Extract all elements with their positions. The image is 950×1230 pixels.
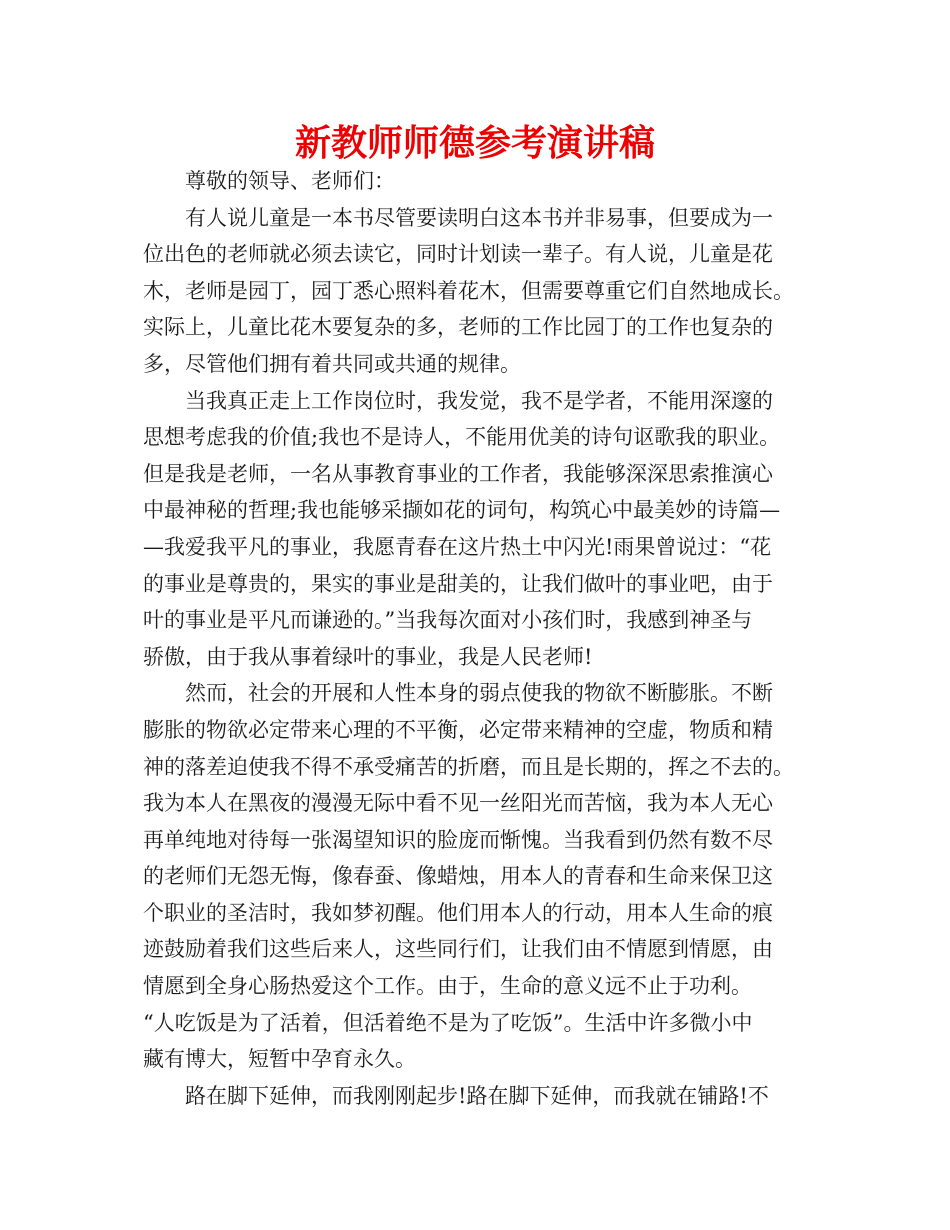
document-title: 新教师师德参考演讲稿	[294, 123, 655, 164]
text-line: 神的落差迫使我不得不承受痛苦的折磨，而且是长期的，挥之不去的。	[143, 754, 794, 779]
text-line: 但是我是老师，一名从事教育事业的工作者，我能够深深思索推演心	[143, 461, 773, 486]
text-line: 迹鼓励着我们这些后来人，这些同行们，让我们由不情愿到情愿，由	[143, 937, 773, 962]
text-line: 再单纯地对待每一张渴望知识的脸庞而惭愧。当我看到仍然有数不尽	[143, 827, 773, 852]
text-line: 膨胀的物欲必定带来心理的不平衡，必定带来精神的空虚，物质和精	[143, 717, 773, 742]
text-line: 然而，社会的开展和人性本身的弱点使我的物欲不断膨胀。不断	[185, 681, 773, 706]
text-line: 藏有博大，短暂中孕育永久。	[143, 1047, 416, 1072]
text-line: 我为本人在黑夜的漫漫无际中看不见一丝阳光而苦恼，我为本人无心	[143, 791, 773, 816]
text-line: 思想考虑我的价值;我也不是诗人，不能用优美的诗句讴歌我的职业。	[143, 425, 781, 450]
text-line: 骄傲，由于我从事着绿叶的事业，我是人民老师!	[143, 644, 593, 669]
text-line: 的事业是尊贵的，果实的事业是甜美的，让我们做叶的事业吧，由于	[143, 571, 773, 596]
text-line: 尊敬的领导、老师们：	[185, 169, 395, 193]
text-line: “人吃饭是为了活着，但活着绝不是为了吃饭”。生活中许多微小中	[143, 1010, 753, 1035]
text-line: 路在脚下延伸，而我刚刚起步!路在脚下延伸，而我就在铺路!不	[185, 1083, 769, 1108]
text-line: 叶的事业是平凡而谦逊的。”当我每次面对小孩们时，我感到神圣与	[143, 608, 753, 633]
text-line: 位出色的老师就必须去读它，同时计划读一辈子。有人说，儿童是花	[143, 242, 773, 267]
text-line: 木，老师是园丁，园丁悉心照料着花木，但需要尊重它们自然地成长。	[143, 278, 794, 303]
text-line: 的老师们无怨无悔，像春蚕、像蜡烛，用本人的青春和生命来保卫这	[143, 864, 773, 889]
text-line: 有人说儿童是一本书尽管要读明白这本书并非易事，但要成为一	[185, 205, 773, 230]
text-line: 中最神秘的哲理;我也能够采撷如花的词句，构筑心中最美妙的诗篇—	[143, 498, 781, 523]
document-body	[143, 163, 815, 1114]
text-line: 当我真正走上工作岗位时，我发觉，我不是学者，不能用深邃的	[185, 388, 773, 413]
text-line: 实际上，儿童比花木要复杂的多，老师的工作比园丁的工作也复杂的	[143, 315, 773, 340]
text-line: 情愿到全身心肠热爱这个工作。由于，生命的意义远不止于功利。	[143, 974, 752, 999]
text-line: 多，尽管他们拥有着共同或共通的规律。	[143, 351, 521, 376]
text-line: 个职业的圣洁时，我如梦初醒。他们用本人的行动，用本人生命的痕	[143, 900, 773, 925]
text-line: —我爱我平凡的事业，我愿青春在这片热土中闪光!雨果曾说过：“花	[143, 534, 772, 559]
